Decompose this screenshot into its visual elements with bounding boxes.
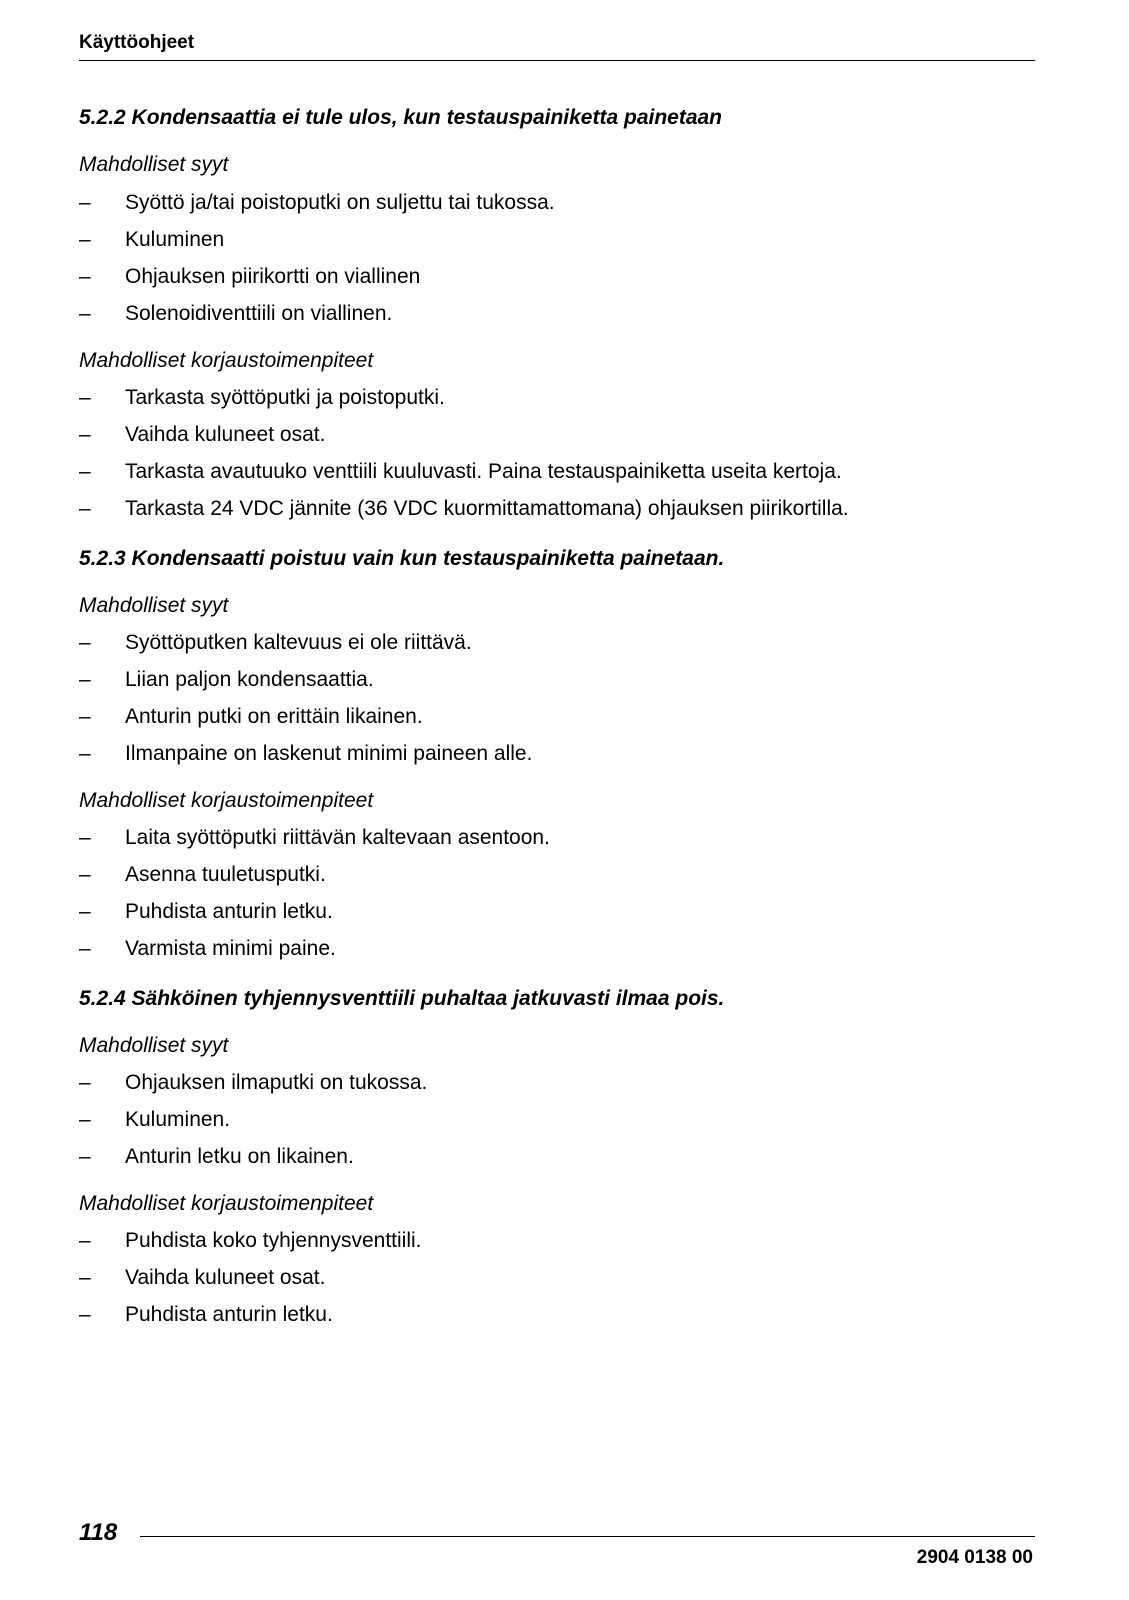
dash-bullet: – [79,497,91,520]
actions-label: Mahdolliset korjaustoimenpiteet [79,789,374,812]
dash-bullet: – [79,302,91,325]
dash-bullet: – [79,863,91,886]
footer-divider [140,1536,1035,1537]
dash-bullet: – [79,1266,91,1289]
dash-bullet: – [79,705,91,728]
dash-bullet: – [79,191,91,214]
page-number: 118 [79,1519,118,1546]
section-heading: 5.2.3 Kondensaatti poistuu vain kun testauspainiketta painetaan. [79,547,725,570]
dash-bullet: – [79,937,91,960]
causes-label: Mahdolliset syyt [79,594,229,617]
dash-bullet: – [79,1108,91,1131]
dash-bullet: – [79,1145,91,1168]
page-header [79,30,1035,61]
dash-bullet: – [79,460,91,483]
section-heading: 5.2.2 Kondensaattia ei tule ulos, kun testauspainiketta painetaan [79,106,723,129]
dash-bullet: – [79,386,91,409]
actions-label: Mahdolliset korjaustoimenpiteet [79,349,374,372]
dash-bullet: – [79,668,91,691]
actions-label: Mahdolliset korjaustoimenpiteet [79,1192,374,1215]
dash-bullet: – [79,1229,91,1252]
dash-bullet: – [79,265,91,288]
dash-bullet: – [79,900,91,923]
dash-bullet: – [79,826,91,849]
header-title: Käyttöohjeet [79,32,195,53]
dash-bullet: – [79,742,91,765]
causes-label: Mahdolliset syyt [79,1034,229,1057]
dash-bullet: – [79,631,91,654]
dash-bullet: – [79,1303,91,1326]
section-heading: 5.2.4 Sähköinen tyhjennysventtiili puhaltaa jatkuvasti ilmaa pois. [79,987,725,1010]
dash-bullet: – [79,423,91,446]
document-number: 2904 0138 00 [916,1547,1033,1568]
dash-bullet: – [79,1071,91,1094]
causes-label: Mahdolliset syyt [79,153,229,176]
dash-bullet: – [79,228,91,251]
